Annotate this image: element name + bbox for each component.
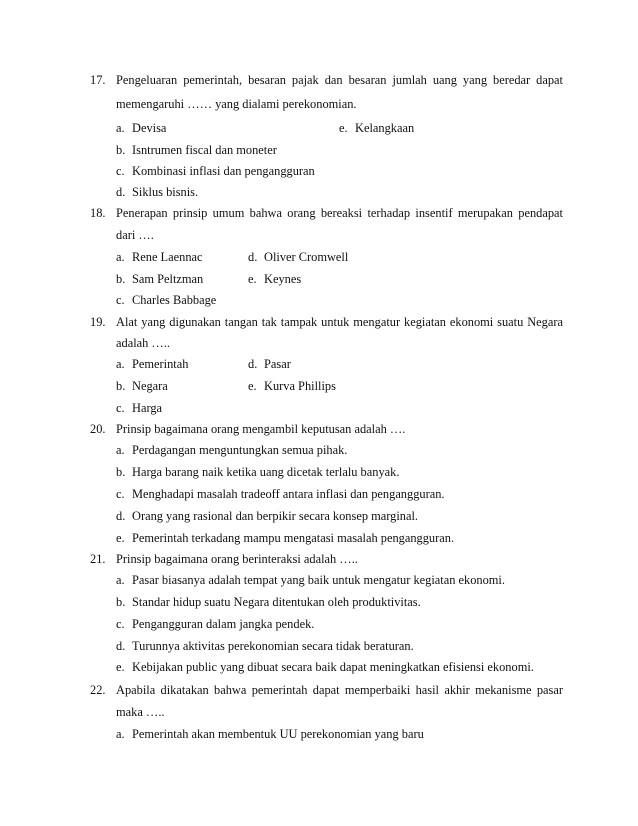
- question-text-line: dari ….: [116, 228, 154, 242]
- question-number: 20.: [90, 422, 106, 436]
- question-text-line: Pengeluaran pemerintah, besaran pajak dan besaran jumlah uang yang beredar dapat: [116, 73, 563, 87]
- question-text-line: Penerapan prinsip umum bahwa orang bereaksi terhadap insentif merupakan pendapat: [116, 206, 563, 220]
- question-number: 19.: [90, 315, 106, 329]
- question-number: 21.: [90, 552, 106, 566]
- question-number: 18.: [90, 206, 106, 220]
- question-number: 17.: [90, 73, 106, 87]
- question-text-line: memengaruhi …… yang dialami perekonomian.: [116, 97, 357, 111]
- question-text-line: maka …..: [116, 705, 165, 719]
- question-text-line: Prinsip bagaimana orang mengambil keputusan adalah ….: [116, 422, 406, 436]
- question-text-line: Apabila dikatakan bahwa pemerintah dapat memperbaiki hasil akhir mekanisme pasar: [116, 683, 563, 697]
- question-text-line: adalah …..: [116, 336, 171, 350]
- question-text-line: Prinsip bagaimana orang berinteraksi adalah …..: [116, 552, 358, 566]
- question-text-line: Alat yang digunakan tangan tak tampak untuk mengatur kegiatan ekonomi suatu Negara: [116, 315, 563, 329]
- question-number: 22.: [90, 683, 106, 697]
